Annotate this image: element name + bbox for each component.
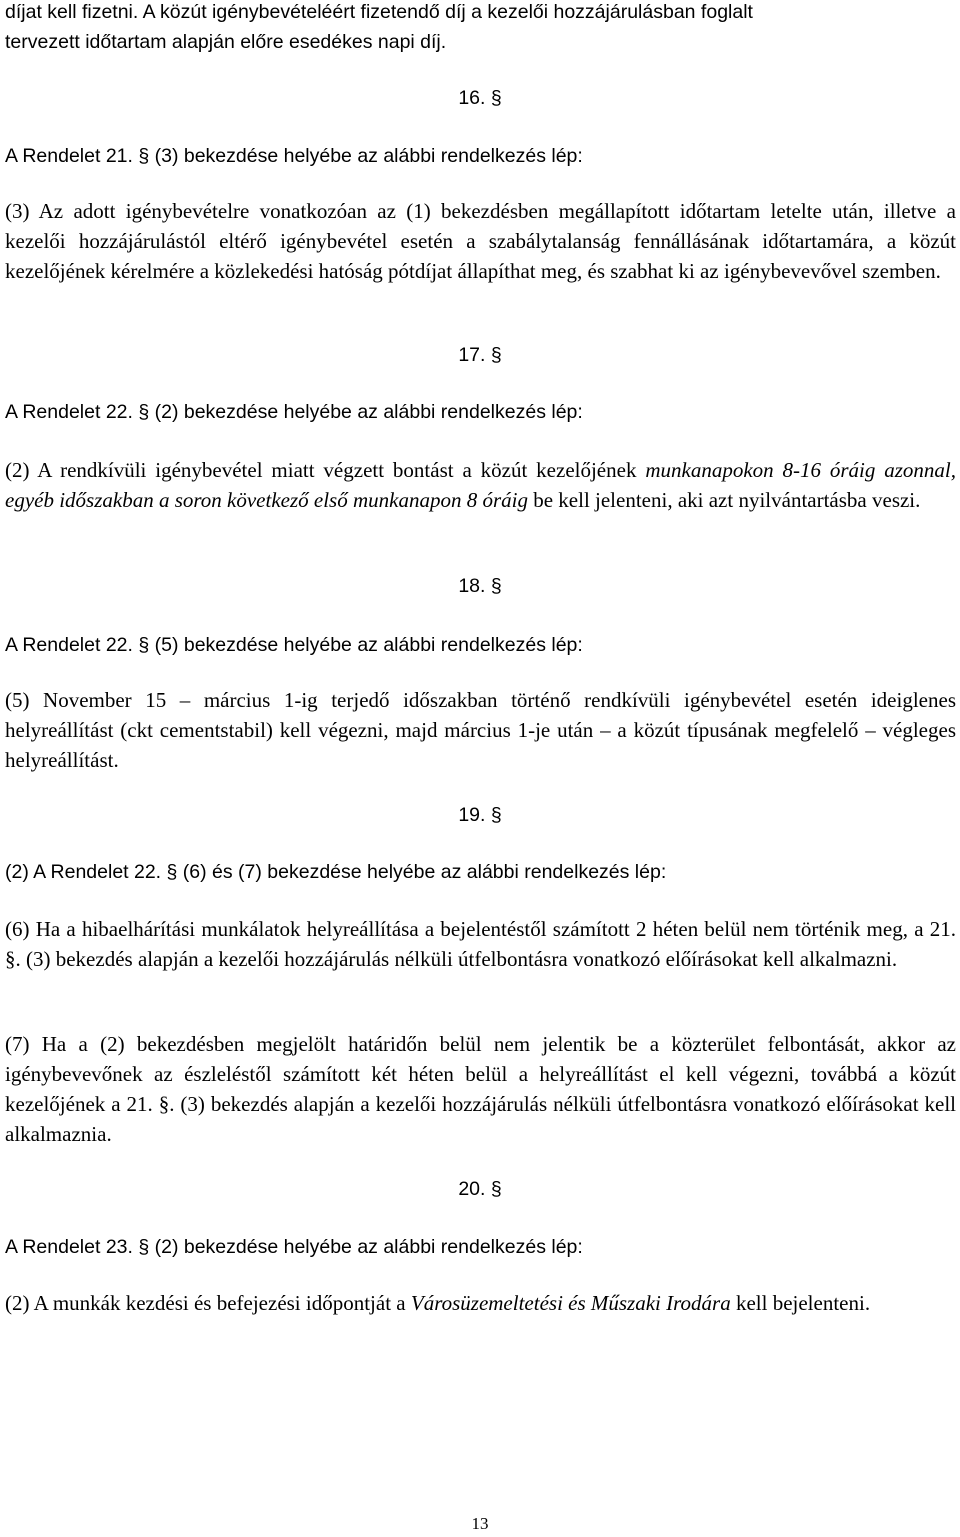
section-19-paragraph-7: (7) Ha a (2) bekezdésben megjelölt határidőn belül nem jelentik be a közterület felbontását, akkor az igénybevevőnek az észleléstől számított két héten belül a helyreállítást el kell végezni, továbbá a közút kezelőjének a 21. §. (3) bekezdés alapján a kezelői hozzájárulás nélküli útfelbontásra vonatkozó előírásokat kell alkalmaznia. — [5, 1032, 956, 1146]
section-16-heading: 16. § — [458, 87, 502, 109]
section-18-text: (5) November 15 – március 1-ig terjedő időszakban történő rendkívüli igénybevétel esetén ideiglenes helyreállítást (ckt cementstabil) kell végezni, majd március 1-je után – a közút típusának megfelelő – végleges helyreállítást. — [5, 688, 956, 772]
section-19-intro: (2) A Rendelet 22. § (6) és (7) bekezdése helyébe az alábbi rendelkezés lép: — [5, 861, 667, 883]
section-18-heading: 18. § — [458, 575, 502, 597]
section-20-text-italic: Városüzemeltetési és Műszaki Irodára — [410, 1291, 731, 1315]
section-20-intro: A Rendelet 23. § (2) bekezdése helyébe az alábbi rendelkezés lép: — [5, 1236, 583, 1258]
section-17-text-start: (2) A rendkívüli igénybevétel miatt végzett bontást a közút kezelőjének — [5, 458, 646, 482]
section-20-text — [5, 1288, 956, 1318]
top-paragraph-line-2: tervezett időtartam alapján előre esedékes napi díj. — [5, 31, 447, 53]
section-16-intro: A Rendelet 21. § (3) bekezdése helyébe az alábbi rendelkezés lép: — [5, 145, 583, 167]
section-20-heading: 20. § — [458, 1178, 502, 1200]
top-paragraph-line-1: díjat kell fizetni. A közút igénybevételéért fizetendő díj a kezelői hozzájárulásban foglalt — [5, 1, 753, 23]
section-19-paragraph-6: (6) Ha a hibaelhárítási munkálatok helyreállítása a bejelentéstől számított 2 héten belül nem történik meg, a 21. §. (3) bekezdés alapján a kezelői hozzájárulás nélküli útfelbontásra vonatkozó előírásokat kell alkalmazni. — [5, 917, 956, 971]
section-20-text-start: (2) A munkák kezdési és befejezési időpontját a — [5, 1291, 411, 1315]
section-17-text-end: be kell jelenteni, aki azt nyilvántartásba veszi. — [527, 488, 921, 512]
section-18-intro: A Rendelet 22. § (5) bekezdése helyébe az alábbi rendelkezés lép: — [5, 634, 583, 656]
page-number: 13 — [471, 1514, 489, 1533]
section-20-text-end: kell bejelenteni. — [730, 1291, 871, 1315]
section-19-heading: 19. § — [458, 804, 502, 826]
section-17-text-italic: munkanapokon 8-16 óráig azonnal, egyéb időszakban a soron következő első munkanapon 8 óráig — [5, 458, 956, 512]
section-17-heading: 17. § — [458, 344, 502, 366]
section-17-intro: A Rendelet 22. § (2) bekezdése helyébe az alábbi rendelkezés lép: — [5, 401, 583, 423]
section-16-text: (3) Az adott igénybevételre vonatkozóan az (1) bekezdésben megállapított időtartam letelte után, illetve a kezelői hozzájárulástól eltérő igénybevétel esetén a szabálytalanság fennállásának időtartamára, a közút kezelőjének kérelmére a közlekedési hatóság pótdíjat állapíthat meg, és szabhat ki az igénybevevővel szemben. — [5, 199, 956, 283]
section-17-text — [5, 455, 956, 515]
